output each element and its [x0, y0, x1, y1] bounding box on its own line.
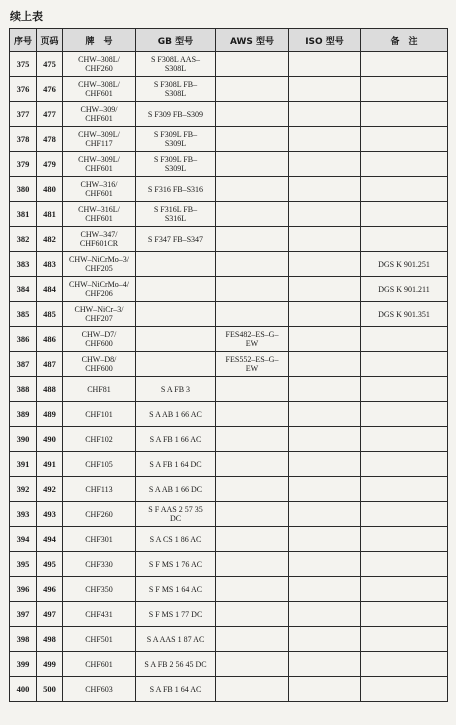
cell-gb-model: [136, 277, 216, 302]
cell-aws-model: [216, 652, 289, 677]
cell-page: 489: [37, 402, 63, 427]
table-row: [10, 677, 448, 702]
cell-gb-model: S A AAS 1 87 AC: [136, 627, 216, 652]
cell-brand: CHW–308L/ CHF601: [63, 77, 136, 102]
cell-gb-model: S A CS 1 86 AC: [136, 527, 216, 552]
cell-index: 385: [10, 302, 37, 327]
table-caption: 续上表: [10, 10, 43, 23]
table-row: [10, 502, 448, 527]
cell-aws-model: FES482–ES–G– EW: [216, 327, 289, 352]
cell-gb-model: S F309L FB– S309L: [136, 127, 216, 152]
cell-gb-model: [136, 352, 216, 377]
cell-index: 400: [10, 677, 37, 702]
cell-brand: CHF431: [63, 602, 136, 627]
cell-note: [361, 327, 448, 352]
cell-index: 391: [10, 452, 37, 477]
cell-iso-model: [289, 452, 361, 477]
cell-index: 399: [10, 652, 37, 677]
cell-gb-model: S F308L AAS– S308L: [136, 52, 216, 77]
cell-note: DGS K 901.351: [361, 302, 448, 327]
cell-index: 395: [10, 552, 37, 577]
cell-page: 478: [37, 127, 63, 152]
cell-note: [361, 477, 448, 502]
cell-brand: CHF350: [63, 577, 136, 602]
cell-note: [361, 352, 448, 377]
cell-note: [361, 227, 448, 252]
cell-aws-model: [216, 377, 289, 402]
cell-gb-model: S F308L FB– S308L: [136, 77, 216, 102]
cell-note: [361, 177, 448, 202]
cell-brand: CHF301: [63, 527, 136, 552]
cell-index: 389: [10, 402, 37, 427]
cell-note: DGS K 901.251: [361, 252, 448, 277]
cell-brand: CHW–308L/ CHF260: [63, 52, 136, 77]
cell-index: 392: [10, 477, 37, 502]
cell-gb-model: [136, 302, 216, 327]
cell-page: 485: [37, 302, 63, 327]
cell-gb-model: S A FB 2 56 45 DC: [136, 652, 216, 677]
table-row: [10, 127, 448, 152]
cell-aws-model: [216, 102, 289, 127]
welding-flux-table: [9, 28, 448, 702]
cell-iso-model: [289, 377, 361, 402]
cell-brand: CHW–NiCr–3/ CHF207: [63, 302, 136, 327]
cell-iso-model: [289, 402, 361, 427]
cell-page: 496: [37, 577, 63, 602]
table-row: [10, 327, 448, 352]
cell-note: [361, 552, 448, 577]
cell-aws-model: FES552–ES–G– EW: [216, 352, 289, 377]
cell-gb-model: [136, 327, 216, 352]
cell-note: [361, 652, 448, 677]
cell-index: 387: [10, 352, 37, 377]
header-brand: 牌 号: [63, 29, 136, 52]
cell-aws-model: [216, 77, 289, 102]
cell-iso-model: [289, 602, 361, 627]
cell-page: 498: [37, 627, 63, 652]
cell-page: 490: [37, 427, 63, 452]
cell-note: [361, 77, 448, 102]
cell-note: [361, 102, 448, 127]
cell-aws-model: [216, 227, 289, 252]
cell-index: 380: [10, 177, 37, 202]
cell-iso-model: [289, 252, 361, 277]
cell-iso-model: [289, 477, 361, 502]
cell-iso-model: [289, 552, 361, 577]
cell-brand: CHF330: [63, 552, 136, 577]
table-row: [10, 77, 448, 102]
cell-page: 487: [37, 352, 63, 377]
cell-brand: CHF105: [63, 452, 136, 477]
table-row: [10, 477, 448, 502]
table-row: [10, 177, 448, 202]
cell-brand: CHF260: [63, 502, 136, 527]
cell-index: 378: [10, 127, 37, 152]
cell-iso-model: [289, 327, 361, 352]
cell-aws-model: [216, 627, 289, 652]
cell-brand: CHW–NiCrMo–4/ CHF206: [63, 277, 136, 302]
table-row: [10, 552, 448, 577]
cell-gb-model: S A AB 1 66 AC: [136, 402, 216, 427]
cell-gb-model: S A FB 1 64 DC: [136, 452, 216, 477]
cell-page: 488: [37, 377, 63, 402]
cell-page: 479: [37, 152, 63, 177]
cell-iso-model: [289, 427, 361, 452]
cell-iso-model: [289, 352, 361, 377]
cell-brand: CHW–316L/ CHF601: [63, 202, 136, 227]
cell-note: [361, 627, 448, 652]
cell-note: [361, 677, 448, 702]
cell-note: [361, 377, 448, 402]
cell-iso-model: [289, 502, 361, 527]
cell-aws-model: [216, 452, 289, 477]
cell-gb-model: S F309 FB–S309: [136, 102, 216, 127]
cell-note: [361, 577, 448, 602]
cell-index: 388: [10, 377, 37, 402]
table-row: [10, 652, 448, 677]
cell-iso-model: [289, 627, 361, 652]
cell-aws-model: [216, 677, 289, 702]
cell-gb-model: S A FB 3: [136, 377, 216, 402]
header-gb-model: GB 型号: [136, 29, 216, 52]
cell-gb-model: S A AB 1 66 DC: [136, 477, 216, 502]
cell-brand: CHF501: [63, 627, 136, 652]
table-row: [10, 602, 448, 627]
cell-gb-model: [136, 252, 216, 277]
cell-iso-model: [289, 127, 361, 152]
header-iso-model: ISO 型号: [289, 29, 361, 52]
table-row: [10, 402, 448, 427]
cell-aws-model: [216, 202, 289, 227]
cell-aws-model: [216, 177, 289, 202]
table-row: [10, 302, 448, 327]
header-aws-model: AWS 型号: [216, 29, 289, 52]
cell-brand: CHW–D8/ CHF600: [63, 352, 136, 377]
cell-gb-model: S A FB 1 64 AC: [136, 677, 216, 702]
cell-gb-model: S F AAS 2 57 35 DC: [136, 502, 216, 527]
header-note: 备 注: [361, 29, 448, 52]
cell-iso-model: [289, 52, 361, 77]
cell-page: 483: [37, 252, 63, 277]
cell-aws-model: [216, 477, 289, 502]
cell-page: 486: [37, 327, 63, 352]
cell-iso-model: [289, 677, 361, 702]
cell-index: 396: [10, 577, 37, 602]
cell-iso-model: [289, 652, 361, 677]
table-row: [10, 577, 448, 602]
cell-aws-model: [216, 427, 289, 452]
cell-iso-model: [289, 177, 361, 202]
cell-index: 394: [10, 527, 37, 552]
cell-note: [361, 152, 448, 177]
cell-aws-model: [216, 277, 289, 302]
cell-gb-model: S F MS 1 76 AC: [136, 552, 216, 577]
cell-note: [361, 602, 448, 627]
cell-brand: CHF101: [63, 402, 136, 427]
cell-gb-model: S F316L FB– S316L: [136, 202, 216, 227]
cell-page: 482: [37, 227, 63, 252]
table-row: [10, 227, 448, 252]
cell-iso-model: [289, 302, 361, 327]
cell-aws-model: [216, 602, 289, 627]
cell-iso-model: [289, 227, 361, 252]
cell-page: 481: [37, 202, 63, 227]
cell-iso-model: [289, 202, 361, 227]
cell-iso-model: [289, 152, 361, 177]
cell-index: 397: [10, 602, 37, 627]
cell-brand: CHF81: [63, 377, 136, 402]
cell-page: 497: [37, 602, 63, 627]
cell-index: 383: [10, 252, 37, 277]
cell-index: 384: [10, 277, 37, 302]
cell-brand: CHW–NiCrMo–3/ CHF205: [63, 252, 136, 277]
cell-brand: CHF113: [63, 477, 136, 502]
table-row: [10, 627, 448, 652]
header-index: 序号: [10, 29, 37, 52]
cell-iso-model: [289, 102, 361, 127]
header-page: 页码: [37, 29, 63, 52]
cell-aws-model: [216, 302, 289, 327]
cell-note: [361, 427, 448, 452]
cell-page: 499: [37, 652, 63, 677]
cell-iso-model: [289, 77, 361, 102]
cell-aws-model: [216, 552, 289, 577]
cell-gb-model: S F316 FB–S316: [136, 177, 216, 202]
cell-brand: CHW–309L/ CHF117: [63, 127, 136, 152]
cell-page: 495: [37, 552, 63, 577]
cell-note: [361, 52, 448, 77]
cell-gb-model: S F MS 1 64 AC: [136, 577, 216, 602]
cell-note: [361, 127, 448, 152]
cell-page: 477: [37, 102, 63, 127]
header-row: [10, 29, 448, 52]
cell-gb-model: S F309L FB– S309L: [136, 152, 216, 177]
table-row: [10, 152, 448, 177]
cell-index: 381: [10, 202, 37, 227]
cell-index: 379: [10, 152, 37, 177]
table-row: [10, 377, 448, 402]
cell-note: [361, 502, 448, 527]
cell-iso-model: [289, 527, 361, 552]
cell-aws-model: [216, 127, 289, 152]
cell-page: 491: [37, 452, 63, 477]
cell-index: 386: [10, 327, 37, 352]
cell-brand: CHF601: [63, 652, 136, 677]
cell-aws-model: [216, 152, 289, 177]
cell-page: 475: [37, 52, 63, 77]
table-row: [10, 277, 448, 302]
cell-brand: CHF603: [63, 677, 136, 702]
cell-index: 393: [10, 502, 37, 527]
cell-aws-model: [216, 252, 289, 277]
cell-gb-model: S A FB 1 66 AC: [136, 427, 216, 452]
cell-brand: CHW–D7/ CHF600: [63, 327, 136, 352]
cell-page: 480: [37, 177, 63, 202]
cell-index: 382: [10, 227, 37, 252]
cell-note: [361, 527, 448, 552]
table-body: [10, 52, 448, 702]
cell-brand: CHW–347/ CHF601CR: [63, 227, 136, 252]
cell-page: 494: [37, 527, 63, 552]
cell-brand: CHW–309/ CHF601: [63, 102, 136, 127]
cell-aws-model: [216, 527, 289, 552]
cell-index: 390: [10, 427, 37, 452]
cell-iso-model: [289, 577, 361, 602]
table-row: [10, 102, 448, 127]
cell-page: 476: [37, 77, 63, 102]
cell-aws-model: [216, 402, 289, 427]
cell-page: 492: [37, 477, 63, 502]
cell-aws-model: [216, 52, 289, 77]
cell-index: 377: [10, 102, 37, 127]
table-row: [10, 252, 448, 277]
table-row: [10, 52, 448, 77]
cell-note: [361, 202, 448, 227]
cell-brand: CHW–316/ CHF601: [63, 177, 136, 202]
cell-index: 376: [10, 77, 37, 102]
cell-brand: CHW–309L/ CHF601: [63, 152, 136, 177]
table-row: [10, 527, 448, 552]
cell-note: [361, 402, 448, 427]
table-row: [10, 452, 448, 477]
cell-page: 484: [37, 277, 63, 302]
cell-page: 500: [37, 677, 63, 702]
cell-gb-model: S F347 FB–S347: [136, 227, 216, 252]
table-header: [10, 29, 448, 52]
table-row: [10, 352, 448, 377]
cell-brand: CHF102: [63, 427, 136, 452]
cell-iso-model: [289, 277, 361, 302]
table-row: [10, 202, 448, 227]
cell-page: 493: [37, 502, 63, 527]
cell-index: 398: [10, 627, 37, 652]
cell-gb-model: S F MS 1 77 DC: [136, 602, 216, 627]
cell-aws-model: [216, 502, 289, 527]
cell-note: DGS K 901.211: [361, 277, 448, 302]
table-row: [10, 427, 448, 452]
cell-aws-model: [216, 577, 289, 602]
cell-note: [361, 452, 448, 477]
cell-index: 375: [10, 52, 37, 77]
